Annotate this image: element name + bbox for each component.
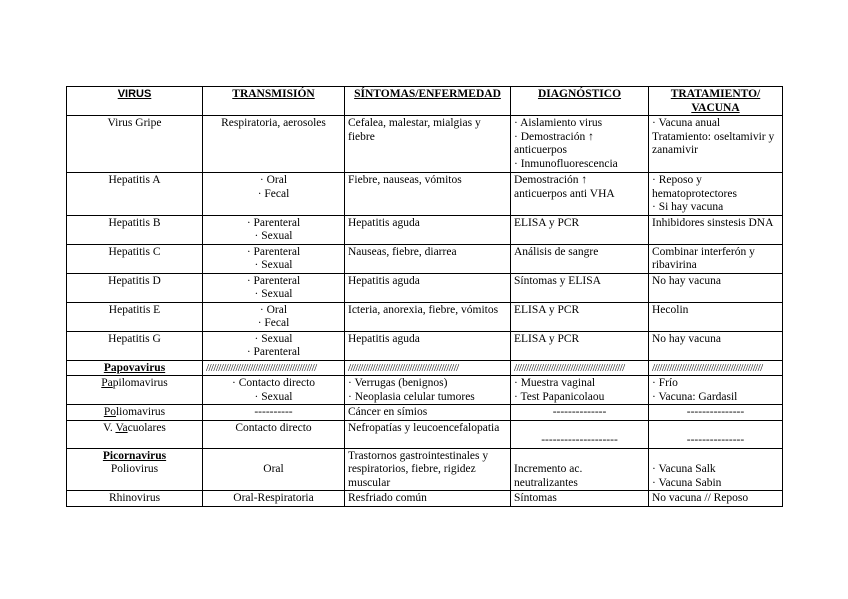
cell-tratamiento: No hay vacuna (649, 273, 783, 302)
cell-diagnostico: Análisis de sangre (511, 244, 649, 273)
cell-separator: ///////////////////////////////////////////// (511, 360, 649, 376)
diag-line: Demostración ↑ (514, 174, 588, 186)
diag-line: · Aislamiento virus (514, 117, 603, 129)
table-row-papovavirus (67, 360, 783, 376)
cell-sintomas: Hepatitis aguda (345, 331, 511, 360)
cell-sintomas (345, 376, 511, 405)
cell-sintomas: Cáncer en símios (345, 405, 511, 421)
header-row (67, 87, 783, 116)
cell-sintomas: Hepatitis aguda (345, 273, 511, 302)
trat-line: Tratamiento: oseltamivir y zanamivir (652, 130, 775, 156)
header-diagnostico: DIAGNÓSTICO (511, 87, 649, 116)
trans-line: · Parenteral (246, 216, 301, 229)
header-transmision: TRANSMISIÓN (203, 87, 345, 116)
virus-name: Poliovirus (110, 463, 159, 475)
cell-transmision: Oral (203, 448, 345, 491)
cell-diagnostico: Síntomas y ELISA (511, 273, 649, 302)
trans-line: · Sexual (254, 332, 293, 345)
table-row-papilomavirus (67, 376, 783, 405)
cell-separator: ///////////////////////////////////////////// (345, 360, 511, 376)
virus-rest: liomavirus (115, 406, 166, 418)
header-tratamiento-line1: TRATAMIENTO/ (670, 88, 761, 100)
cell-sintomas: Hepatitis aguda (345, 215, 511, 244)
cell-transmision: ---------- (203, 405, 345, 421)
cell-virus: Hepatitis C (67, 244, 203, 273)
cell-diagnostico (511, 116, 649, 173)
cell-sintomas: Cefalea, malestar, mialgias y fiebre (345, 116, 511, 173)
trans-line: · Oral (259, 303, 288, 316)
cell-transmision (203, 173, 345, 216)
cell-diagnostico: ELISA y PCR (511, 215, 649, 244)
table-row-hepatitis-b (67, 215, 783, 244)
cell-transmision (203, 376, 345, 405)
cell-sintomas: Fiebre, nauseas, vómitos (345, 173, 511, 216)
cell-virus: Virus Gripe (67, 116, 203, 173)
trans-line: · Fecal (257, 187, 290, 200)
trat-line: · Vacuna Sabin (652, 476, 722, 489)
cell-tratamiento: --------------- (649, 420, 783, 448)
table-row-poliomavirus (67, 405, 783, 421)
cell-transmision (203, 302, 345, 331)
cell-sintomas: Icteria, anorexia, fiebre, vómitos (345, 302, 511, 331)
header-sintomas: SÍNTOMAS/ENFERMEDAD (345, 87, 511, 116)
cell-sintomas: Resfriado común (345, 491, 511, 507)
cell-virus: Rhinovirus (67, 491, 203, 507)
virus-rest: pilomavirus (112, 377, 168, 389)
table-row-rhinovirus (67, 491, 783, 507)
cell-virus (67, 405, 203, 421)
cell-diagnostico (511, 173, 649, 216)
trans-line: · Parenteral (246, 274, 301, 287)
diag-line: neutralizantes (514, 476, 578, 489)
trat-line: · Vacuna Salk (652, 463, 716, 475)
cell-virus (67, 448, 203, 491)
cell-sintomas: Nefropatías y leucoencefalopatia (345, 420, 511, 448)
cell-tratamiento (649, 376, 783, 405)
cell-tratamiento: Inhibidores sinstesis DNA (649, 215, 783, 244)
cell-virus: Hepatitis A (67, 173, 203, 216)
cell-sintomas: Trastornos gastrointestinales y respiratorios, fiebre, rigidez muscular (345, 448, 511, 491)
cell-tratamiento (649, 173, 783, 216)
trans-line: · Oral (259, 174, 288, 186)
cell-diagnostico: -------------- (511, 405, 649, 421)
trans-line: · Parenteral (246, 245, 301, 258)
trat-line: · Vacuna anual (652, 117, 721, 129)
cell-tratamiento: No vacuna // Reposo (649, 491, 783, 507)
trat-line: · Frío (652, 377, 678, 389)
sint-line: · Verrugas (benignos) (348, 377, 448, 389)
virus-table (66, 86, 783, 507)
cell-diagnostico (511, 376, 649, 405)
cell-transmision (203, 331, 345, 360)
diag-line: · Test Papanicolaou (514, 390, 605, 403)
cell-virus (67, 420, 203, 448)
table-row-gripe (67, 116, 783, 173)
table-row-picornavirus (67, 448, 783, 491)
cell-transmision (203, 244, 345, 273)
trat-line: · Reposo y hematoprotectores (652, 174, 737, 200)
trans-line: · Parenteral (246, 346, 301, 358)
cell-tratamiento (649, 448, 783, 491)
cell-diagnostico: ELISA y PCR (511, 302, 649, 331)
table-row-hepatitis-g (67, 331, 783, 360)
cell-transmision: Contacto directo (203, 420, 345, 448)
trans-line: · Sexual (254, 259, 293, 271)
cell-tratamiento: --------------- (649, 405, 783, 421)
cell-transmision (203, 273, 345, 302)
cell-virus-group: Papovavirus (67, 360, 203, 376)
sint-line: · Neoplasia celular tumores (348, 390, 475, 403)
cell-virus (67, 376, 203, 405)
trans-line: · Sexual (254, 288, 293, 300)
cell-tratamiento: Combinar interferón y ribavirina (649, 244, 783, 273)
diag-line: anticuerpos (514, 144, 568, 156)
cell-virus: Hepatitis D (67, 273, 203, 302)
cell-diagnostico: Síntomas (511, 491, 649, 507)
header-tratamiento-line2: VACUNA (691, 101, 740, 114)
table-row-hepatitis-c (67, 244, 783, 273)
diag-line: · Inmunofluorescencia (514, 157, 618, 170)
virus-abbrev: Pa (101, 377, 113, 389)
header-virus: VIRUS (67, 87, 203, 116)
virus-abbrev: Po (103, 406, 116, 418)
trans-line: · Fecal (257, 317, 290, 329)
cell-virus: Hepatitis G (67, 331, 203, 360)
table-row-hepatitis-a (67, 173, 783, 216)
cell-virus: Hepatitis E (67, 302, 203, 331)
trans-line: · Contacto directo (231, 377, 316, 389)
header-tratamiento (649, 87, 783, 116)
virus-prefix: V. (103, 421, 116, 434)
cell-diagnostico (511, 448, 649, 491)
cell-virus: Hepatitis B (67, 215, 203, 244)
cell-transmision: Oral-Respiratoria (203, 491, 345, 507)
virus-rest: cuolares (127, 421, 166, 434)
cell-tratamiento (649, 116, 783, 173)
diag-line: anticuerpos anti VHA (514, 187, 615, 200)
cell-transmision (203, 215, 345, 244)
cell-transmision: Respiratoria, aerosoles (203, 116, 345, 173)
cell-diagnostico: ELISA y PCR (511, 331, 649, 360)
diag-line: · Demostración ↑ (514, 130, 594, 143)
diag-line: · Muestra vaginal (514, 377, 596, 389)
cell-tratamiento: No hay vacuna (649, 331, 783, 360)
diag-line: Incremento ac. (514, 463, 583, 475)
trans-line: · Sexual (254, 390, 293, 403)
cell-tratamiento: Hecolin (649, 302, 783, 331)
cell-diagnostico: -------------------- (511, 420, 649, 448)
table-row-vacuolares (67, 420, 783, 448)
cell-sintomas: Nauseas, fiebre, diarrea (345, 244, 511, 273)
cell-separator: ///////////////////////////////////////////// (203, 360, 345, 376)
table-row-hepatitis-d (67, 273, 783, 302)
virus-abbrev: Va (115, 421, 128, 434)
trat-line: · Si hay vacuna (652, 201, 724, 213)
virus-group-label: Picornavirus (102, 449, 167, 462)
table-row-hepatitis-e (67, 302, 783, 331)
cell-separator: ///////////////////////////////////////////// (649, 360, 783, 376)
trans-line: · Sexual (254, 230, 293, 242)
trat-line: · Vacuna: Gardasil (652, 390, 738, 403)
